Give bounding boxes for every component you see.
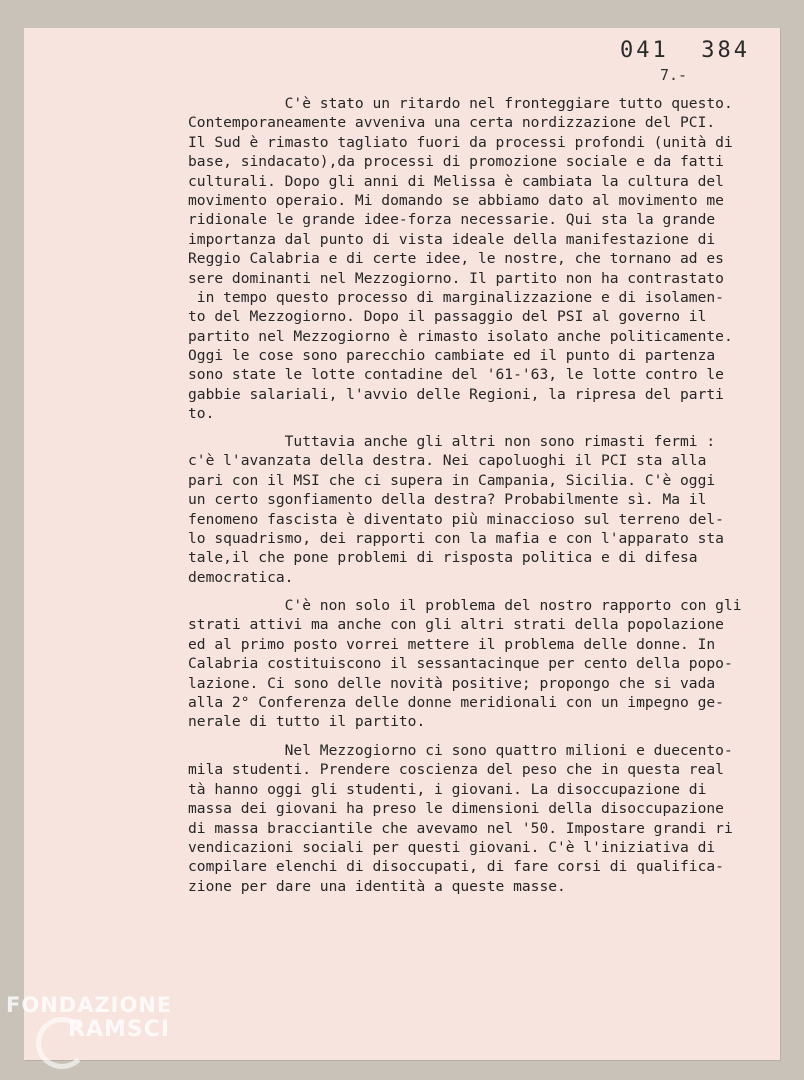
text-line: ridionale le grande idee-forza necessarie. Qui sta la grande — [188, 211, 716, 229]
text-line: partito nel Mezzogiorno è rimasto isolato anche politicamente. — [188, 327, 733, 345]
paragraph-2 — [188, 432, 768, 587]
paragraph-1 — [188, 94, 768, 424]
text-line: Il Sud è rimasto tagliato fuori da processi profondi (unità di — [188, 133, 733, 151]
text-line: un certo sgonfiamento della destra? Probabilmente sì. Ma il — [188, 491, 707, 509]
text-line: Contemporaneamente avveniva una certa nordizzazione del PCI. — [188, 114, 716, 132]
text-line: tà hanno oggi gli studenti, i giovani. La disoccupazione di — [188, 780, 707, 798]
text-line: gabbie salariali, l'avvio delle Regioni, la ripresa del parti — [188, 385, 724, 403]
text-line: alla 2° Conferenza delle donne meridionali con un impegno ge- — [188, 693, 724, 711]
text-line: c'è l'avanzata della destra. Nei capoluoghi il PCI sta alla — [188, 452, 707, 470]
text-line: pari con il MSI che ci supera in Campania, Sicilia. C'è oggi — [188, 471, 716, 489]
text-line: compilare elenchi di disoccupati, di fare corsi di qualifica- — [188, 858, 724, 876]
text-line: ed al primo posto vorrei mettere il problema delle donne. In — [188, 635, 716, 653]
text-line: tale,il che pone problemi di risposta politica e di difesa — [188, 549, 698, 567]
text-line: Calabria costituiscono il sessantacinque per cento della popo- — [188, 655, 733, 673]
text-line: nerale di tutto il partito. — [188, 713, 426, 731]
text-line: fenomeno fascista è diventato più minaccioso sul terreno del- — [188, 510, 724, 528]
logo-ring-icon — [36, 1017, 88, 1069]
text-line: zione per dare una identità a queste masse. — [188, 877, 566, 895]
text-line: movimento operaio. Mi domando se abbiamo dato al movimento me — [188, 191, 724, 209]
paragraph-3 — [188, 596, 768, 732]
page-number: 7.- — [660, 66, 688, 84]
text-line: Reggio Calabria e di certe idee, le nostre, che tornano ad es — [188, 250, 724, 268]
text-line: in tempo questo processo di marginalizzazione e di isolamen- — [188, 288, 724, 306]
logo-line-1: FONDAZIONE — [6, 993, 173, 1017]
text-line: mila studenti. Prendere coscienza del peso che in questa real — [188, 761, 724, 779]
text-line: to del Mezzogiorno. Dopo il passaggio del PSI al governo il — [188, 308, 707, 326]
text-line: strati attivi ma anche con gli altri strati della popolazione — [188, 616, 724, 634]
archive-number: 041 384 — [620, 38, 750, 63]
text-line: vendicazioni sociali per questi giovani. C'è l'iniziativa di — [188, 838, 716, 856]
paragraph-4 — [188, 741, 768, 896]
text-line: importanza dal punto di vista ideale della manifestazione di — [188, 230, 716, 248]
text-line: base, sindacato),da processi di promozione sociale e da fatti — [188, 153, 724, 171]
text-line: democratica. — [188, 568, 294, 586]
text-line: massa dei giovani ha preso le dimensioni della disoccupazione — [188, 800, 724, 818]
logo-line-2: RAMSCI — [68, 1017, 171, 1042]
text-line: Oggi le cose sono parecchio cambiate ed il punto di partenza — [188, 347, 716, 365]
text-line: C'è stato un ritardo nel fronteggiare tutto questo. — [188, 95, 733, 112]
text-line: C'è non solo il problema del nostro rapporto con gli — [188, 597, 742, 614]
text-line: Tuttavia anche gli altri non sono rimasti fermi : — [188, 433, 716, 450]
text-line: to. — [188, 405, 215, 423]
text-line: sono state le lotte contadine del '61-'63, le lotte contro le — [188, 366, 724, 384]
text-line: lazione. Ci sono delle novità positive; propongo che si vada — [188, 674, 716, 692]
text-line: di massa bracciantile che avevamo nel '50. Impostare grandi ri — [188, 819, 733, 837]
text-line: lo squadrismo, dei rapporti con la mafia e con l'apparato sta — [188, 529, 724, 547]
text-line: Nel Mezzogiorno ci sono quattro milioni e duecento- — [188, 742, 733, 759]
fondazione-gramsci-logo — [6, 993, 172, 1042]
text-line: sere dominanti nel Mezzogiorno. Il partito non ha contrastato — [188, 269, 724, 287]
text-line: culturali. Dopo gli anni di Melissa è cambiata la cultura del — [188, 172, 724, 190]
